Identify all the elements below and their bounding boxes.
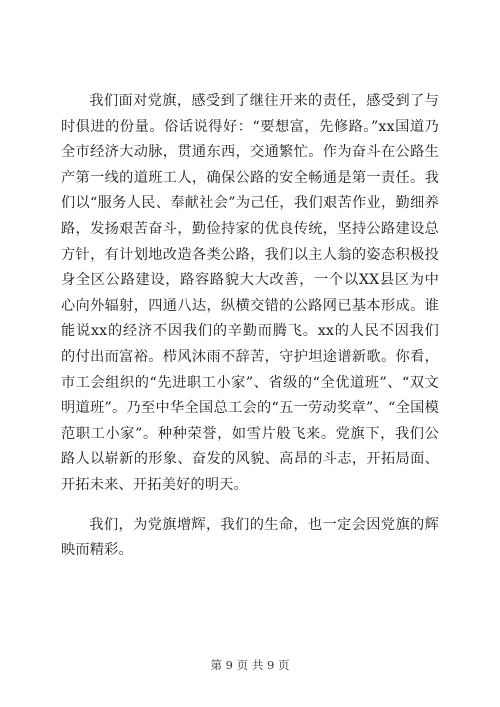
page-footer: 第 9 页 共 9 页	[210, 658, 290, 672]
paragraph-1: 我们面对党旗，感受到了继往开来的责任，感受到了与时俱进的份量。俗话说得好：“要想富，先修路。”xx国道乃全市经济大动脉，贯通东西，交通繁忙。作为奋斗在公路生产第一线的道班工人，确保公路的安全畅通是第一责任。我们以“服务人民、奉献社会”为己任，我们艰苦作业，勤细养路，发扬艰苦奋斗，勤俭持家的优良传统，坚持公路建设总方针，有计划地改造各类公路，我们以主人翁的姿态积极投身全区公路建设，路容路貌大大改善，一个以XX县区为中心向外辐射，四通八达，纵横交错的公路网已基本形成。谁能说xx的经济不因我们的辛勤而腾飞。xx的人民不因我们的付出而富裕。栉风沐雨不辞苦，守护坦途谱新歌。你看，市工会组织的“先进职工小家”、省级的“全优道班”、“双文明道班”。乃至中华全国总工会的“五一劳动奖章”、“全国模范职工小家”。种种荣誉，如雪片般飞来。党旗下，我们公路人以崭新的形象、奋发的风貌、高昂的斗志，开拓局面、开拓未来、开拓美好的明天。	[61, 93, 439, 493]
document-body	[61, 89, 439, 578]
paragraph-2: 我们，为党旗增辉，我们的生命，也一定会因党旗的辉映而精彩。	[61, 516, 439, 559]
